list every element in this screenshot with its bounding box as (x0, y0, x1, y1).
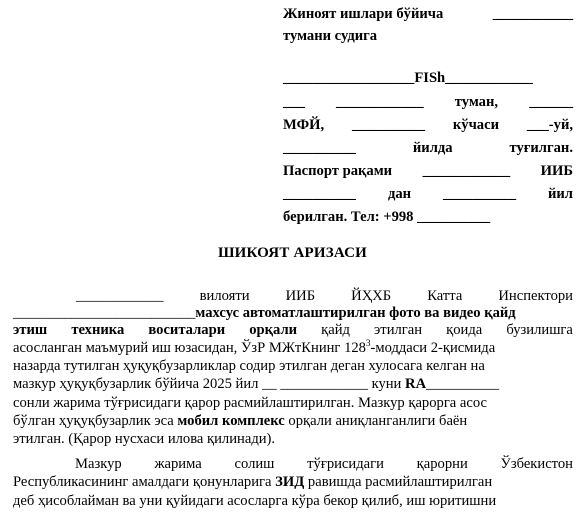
header-court-district: тумани судига (283, 28, 378, 44)
court-label: Жиноят ишлари бўйича (283, 6, 444, 22)
body-line-6: мазкур ҳуқуқбузарлик бўйича 2025 йил __ ____________ куни RA__________ (13, 376, 500, 392)
fish-label: FISh (414, 70, 446, 86)
header-court-line (283, 6, 573, 24)
header-passport-line: Паспорт рақами ____________ ИИБ (283, 163, 573, 179)
header-birth-line: __________ йилда туғилган. (283, 140, 573, 156)
body-line-2: _________________________махсус автоматлаштирилган фото ва видео қайд (13, 305, 516, 321)
phone-label: берилган. Тел: +998 (283, 209, 414, 225)
document-title: ШИКОЯТ АРИЗАСИ (217, 245, 368, 261)
header-address-line: ___ ____________ туман, ______ (283, 94, 573, 110)
body-line-1: ____________ вилояти ИИБ ЙҲХБ Катта Инспектори (76, 288, 573, 304)
header-issued-line: __________ дан __________ йил (283, 186, 573, 202)
header-fish-line: __________________FISh____________ (283, 70, 533, 86)
body-line-8: бўлган ҳуқуқбузарлик эса мобил комплекс орқали аниқланганлиги баён (13, 413, 468, 429)
phone-blank: __________ (417, 209, 491, 225)
body-line-11: Республикасининг амалдаги қонунларига ЗИД равишда расмийлаштирилган (13, 474, 493, 490)
header-mfy-line: МФЙ, __________ кўчаси ___-уй, (283, 117, 573, 133)
body-line-4: асосланган маъмурий иш юзасидан, ЎзР МЖтКнинг $128^3$-моддаси 2-қисмида (13, 338, 496, 356)
body-line-7: сонли жарима тўғрисидаги қарор расмийлаштирилган. Мазкур қарорга асос (13, 395, 488, 411)
court-blank: ___________ (492, 6, 573, 22)
header-phone-line (283, 209, 573, 227)
body-line-3: этиш техника воситалари орқали қайд этилган қоида бузилишга (13, 322, 573, 338)
body-line-5: назарда тутилган ҳуқуқбузарликлар содир этилган деган хулосага келган на (13, 358, 485, 374)
body-line-12: деб ҳисоблайман ва уни қуйидаги асосларга кўра бекор қилиб, иш юритишни (13, 493, 497, 509)
body-line-10: Мазкур жарима солиш тўғрисидаги қарорни Ўзбекистон (75, 456, 573, 472)
body-line-9: этилган. (Қарор нусхаси илова қилинади). (13, 431, 276, 447)
